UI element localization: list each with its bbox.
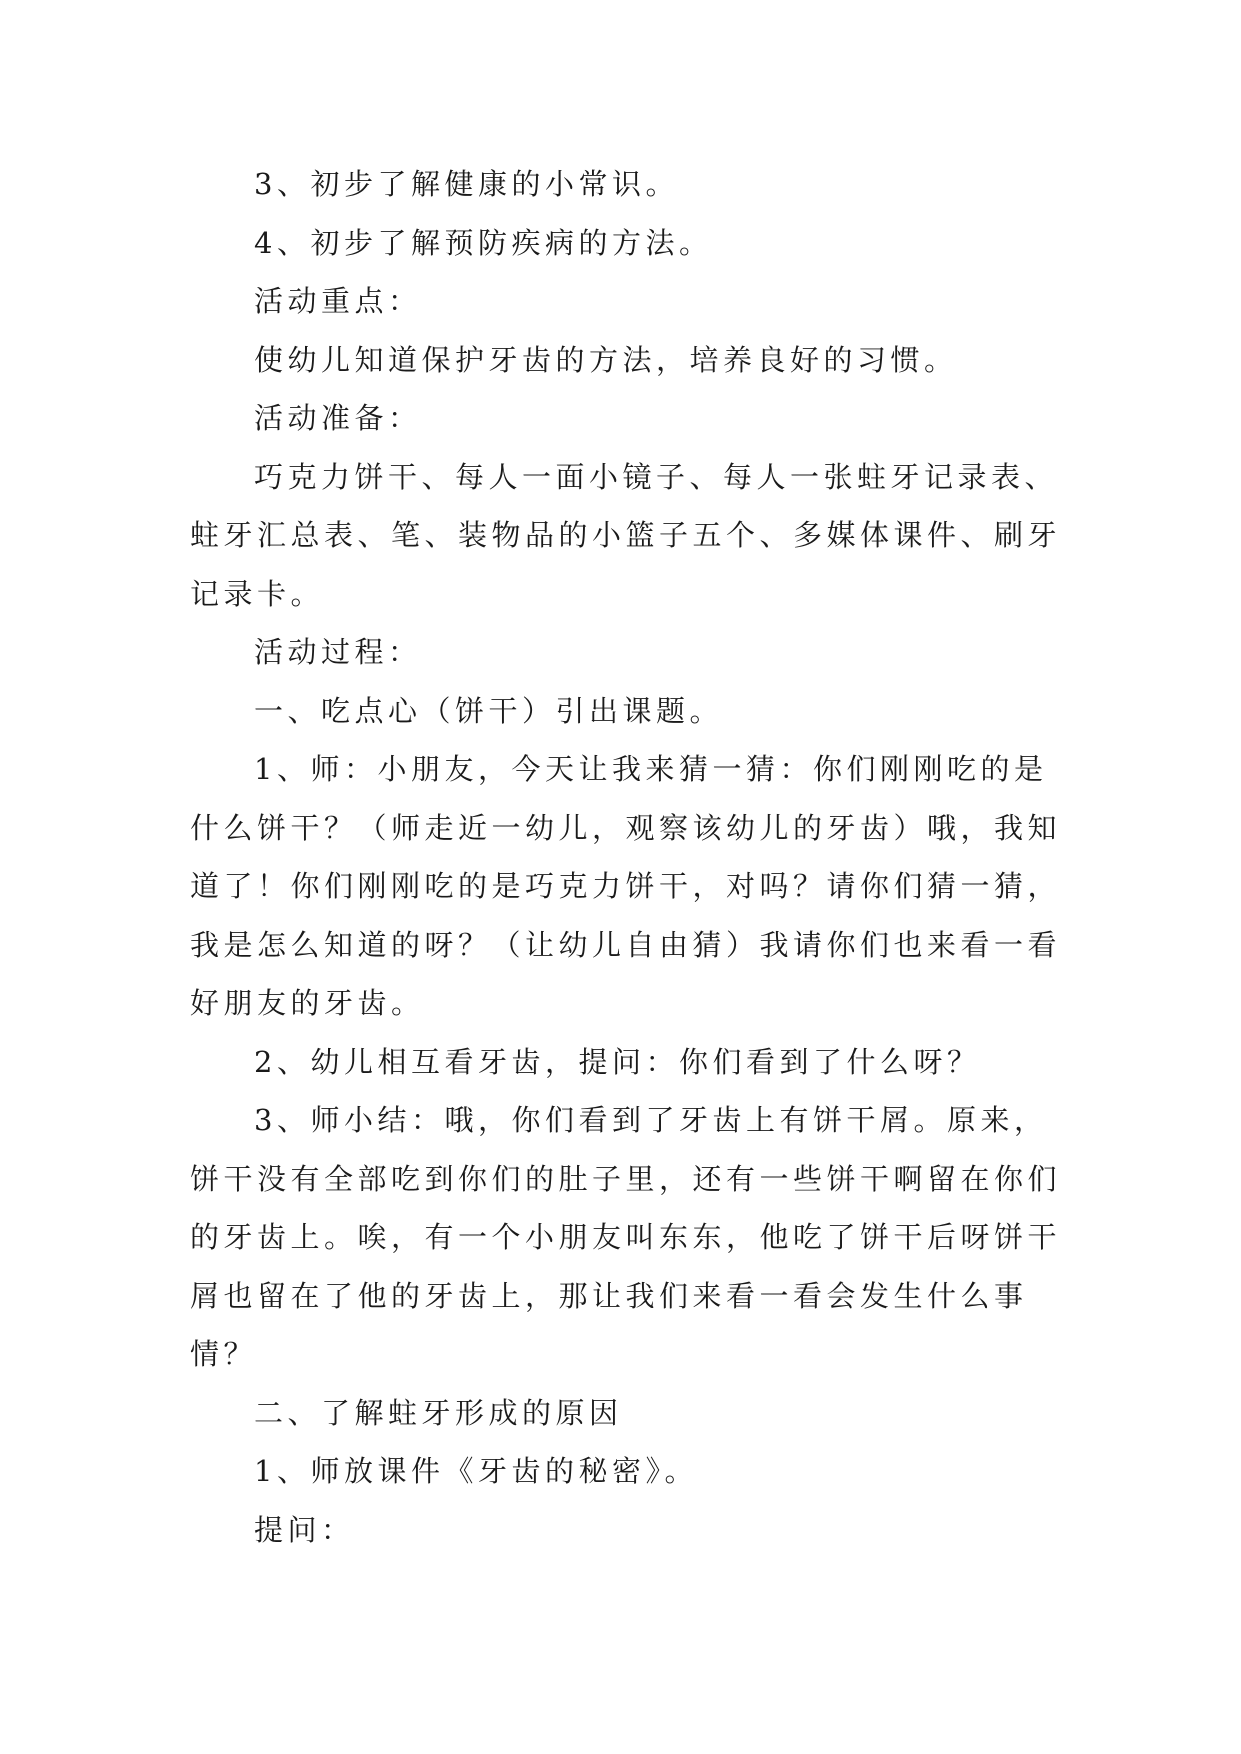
preparation-text: 巧克力饼干、每人一面小镜子、每人一张蛀牙记录表、蛀牙汇总表、笔、装物品的小篮子五个、多媒体课件、刷牙记录卡。 <box>190 459 1062 611</box>
key-points-text: 使幼儿知道保护牙齿的方法，培养良好的习惯。 <box>254 342 958 377</box>
objective-4: 4、初步了解预防疾病的方法。 <box>254 225 713 260</box>
process-step-1-item-1: 1、师：小朋友，今天让我来猜一猜：你们刚刚吃的是什么饼干？（师走近一幼儿，观察该幼儿的牙齿）哦，我知道了！你们刚刚吃的是巧克力饼干，对吗？请你们猜一猜，我是怎么知道的呀？（让幼儿自由猜）我请你们也来看一看好朋友的牙齿。 <box>190 752 1062 1020</box>
process-step-1-heading: 一、吃点心（饼干）引出课题。 <box>254 693 724 728</box>
process-step-2-item-1: 1、师放课件《牙齿的秘密》。 <box>254 1454 698 1488</box>
section-heading-key-points: 活动重点： <box>254 284 422 318</box>
process-step-2-heading: 二、了解蛀牙形成的原因 <box>254 1395 623 1430</box>
process-step-1-item-2: 2、幼儿相互看牙齿，提问：你们看到了什么呀？ <box>254 1044 981 1079</box>
objective-3: 3、初步了解健康的小常识。 <box>254 167 679 201</box>
question-label: 提问： <box>254 1512 355 1547</box>
section-heading-preparation: 活动准备： <box>254 401 422 435</box>
section-heading-process: 活动过程： <box>254 635 422 669</box>
document-body <box>190 155 1070 1559</box>
process-step-1-item-3: 3、师小结：哦，你们看到了牙齿上有饼干屑。原来，饼干没有全部吃到你们的肚子里，还有一些饼干啊留在你们的牙齿上。唉，有一个小朋友叫东东，他吃了饼干后呀饼干屑也留在了他的牙齿上，那让我们来看一看会发生什么事情？ <box>190 1103 1062 1371</box>
